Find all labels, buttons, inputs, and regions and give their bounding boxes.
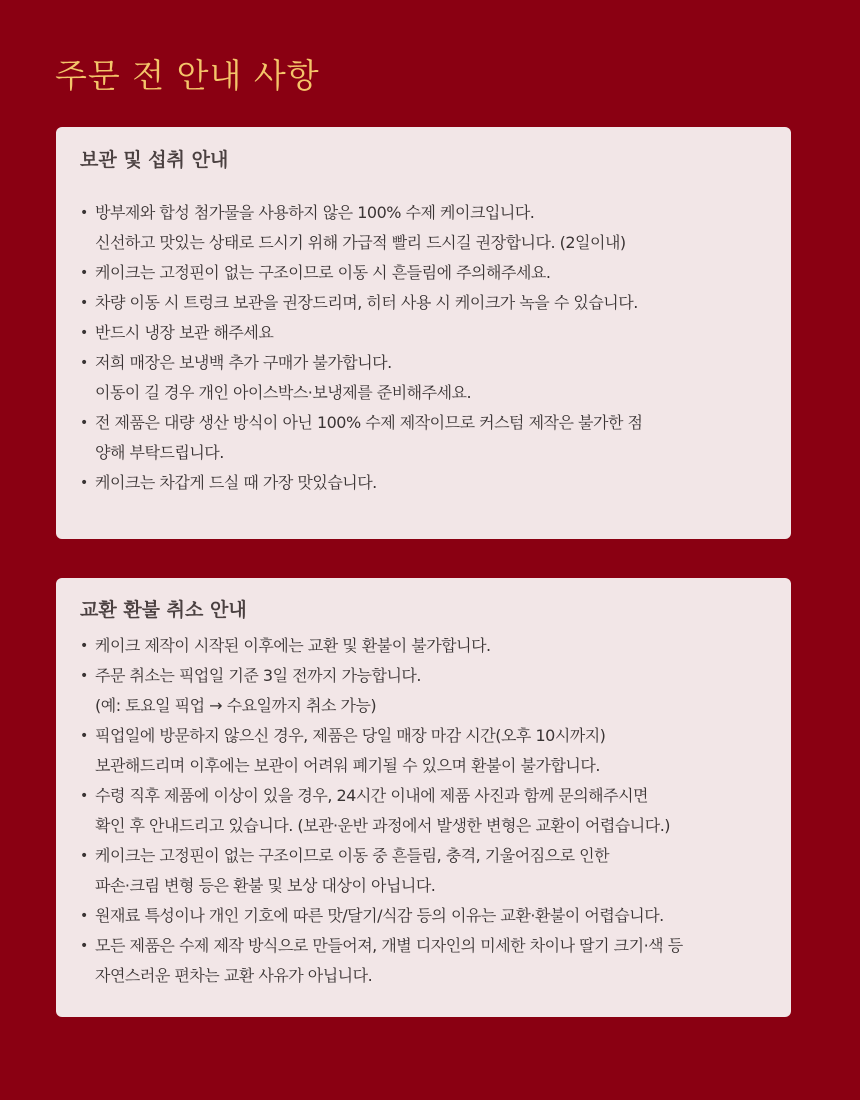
bullet-icon: •: [80, 265, 88, 281]
list-item-text: 케이크는 고정핀이 없는 구조이므로 이동 시 흔들림에 주의해주세요.: [95, 263, 551, 282]
bullet-icon: •: [80, 325, 88, 341]
bullet-icon: •: [80, 295, 88, 311]
bullet-icon: •: [80, 205, 88, 221]
list-item-text: 주문 취소는 픽업일 기준 3일 전까지 가능합니다.: [95, 666, 421, 685]
list-item-text: 픽업일에 방문하지 않으신 경우, 제품은 당일 매장 마감 시간(오후 10시까지): [95, 726, 606, 745]
list-item-text: 양해 부탁드립니다.: [95, 443, 224, 462]
bullet-icon: •: [80, 788, 88, 804]
list-item: [80, 661, 777, 721]
list-item-text: 반드시 냉장 보관 해주세요: [95, 323, 274, 342]
list-item-text: 수령 직후 제품에 이상이 있을 경우, 24시간 이내에 제품 사진과 함께 문의해주시면: [95, 786, 648, 805]
list-item: [80, 198, 777, 258]
bullet-icon: •: [80, 355, 88, 371]
refund-notice-card: [56, 578, 791, 1017]
bullet-icon: •: [80, 908, 88, 924]
list-item-text: 케이크는 고정핀이 없는 구조이므로 이동 중 흔들림, 충격, 기울어짐으로 인한: [95, 846, 610, 865]
list-item-text: 모든 제품은 수제 제작 방식으로 만들어져, 개별 디자인의 미세한 차이나 딸기 크기·색 등: [95, 936, 683, 955]
list-item-text: 보관해드리며 이후에는 보관이 어려워 폐기될 수 있으며 환불이 불가합니다.: [95, 756, 600, 775]
bullet-icon: •: [80, 475, 88, 491]
list-item-text: 방부제와 합성 첨가물을 사용하지 않은 100% 수제 케이크입니다.: [95, 203, 535, 222]
list-item-text: 확인 후 안내드리고 있습니다. (보관·운반 과정에서 발생한 변형은 교환이 어렵습니다.): [95, 816, 671, 835]
list-item: [80, 631, 777, 661]
refund-notice-list: [80, 631, 777, 991]
storage-notice-card: [56, 127, 791, 539]
bullet-icon: •: [80, 415, 88, 431]
list-item: [80, 901, 777, 931]
list-item-text: 케이크 제작이 시작된 이후에는 교환 및 환불이 불가합니다.: [95, 636, 491, 655]
bullet-icon: •: [80, 938, 88, 954]
storage-notice-list: [80, 198, 777, 498]
list-item-text: (예: 토요일 픽업 → 수요일까지 취소 가능): [95, 696, 377, 715]
bullet-icon: •: [80, 728, 88, 744]
list-item: [80, 931, 777, 991]
bullet-icon: •: [80, 668, 88, 684]
list-item: [80, 408, 777, 468]
list-item-text: 파손·크림 변형 등은 환불 및 보상 대상이 아닙니다.: [95, 876, 436, 895]
list-item-text: 이동이 길 경우 개인 아이스박스·보냉제를 준비해주세요.: [95, 383, 472, 402]
list-item-text: 저희 매장은 보냉백 추가 구매가 불가합니다.: [95, 353, 392, 372]
list-item: [80, 288, 777, 318]
list-item: [80, 721, 777, 781]
list-item-text: 자연스러운 편차는 교환 사유가 아닙니다.: [95, 966, 373, 985]
list-item: [80, 348, 777, 408]
list-item-text: 차량 이동 시 트렁크 보관을 권장드리며, 히터 사용 시 케이크가 녹을 수 있습니다.: [95, 293, 638, 312]
list-item: [80, 468, 777, 498]
page-title: 주문 전 안내 사항: [55, 56, 320, 95]
list-item: [80, 841, 777, 901]
storage-notice-heading: 보관 및 섭취 안내: [80, 149, 229, 171]
list-item-text: 원재료 특성이나 개인 기호에 따른 맛/달기/식감 등의 이유는 교환·환불이 어렵습니다.: [95, 906, 664, 925]
list-item-text: 케이크는 차갑게 드실 때 가장 맛있습니다.: [95, 473, 377, 492]
bullet-icon: •: [80, 638, 88, 654]
bullet-icon: •: [80, 848, 88, 864]
list-item-text: 신선하고 맛있는 상태로 드시기 위해 가급적 빨리 드시길 권장합니다. (2일이내): [95, 233, 626, 252]
list-item: [80, 318, 777, 348]
list-item: [80, 781, 777, 841]
list-item-text: 전 제품은 대량 생산 방식이 아닌 100% 수제 제작이므로 커스텀 제작은 불가한 점: [95, 413, 643, 432]
list-item: [80, 258, 777, 288]
refund-notice-heading: 교환 환불 취소 안내: [80, 599, 247, 621]
